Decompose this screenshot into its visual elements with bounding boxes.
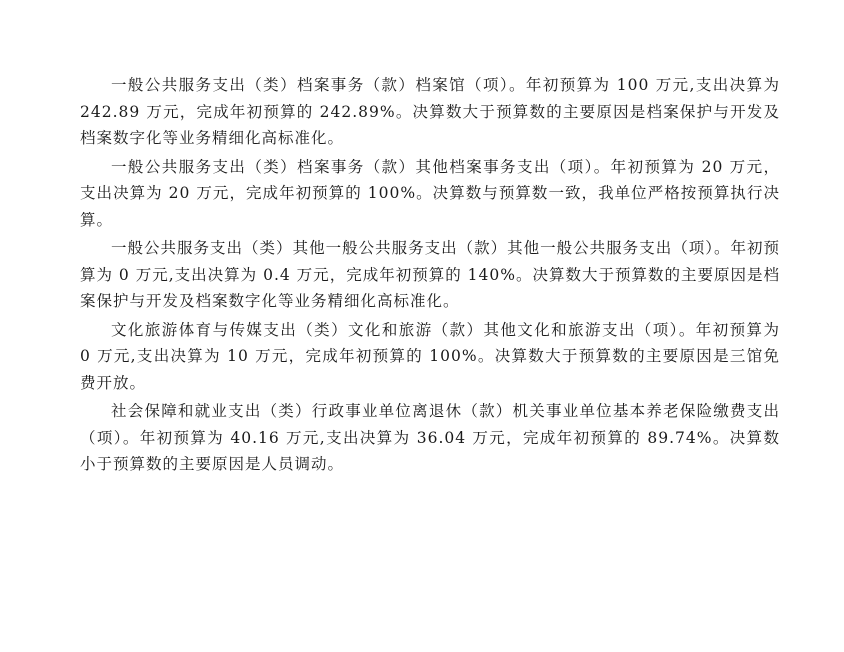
document-page — [80, 72, 780, 480]
paragraph-other-archives-affairs: 一般公共服务支出（类）档案事务（款）其他档案事务支出（项）。年初预算为 20 万元，支出决算为 20 万元，完成年初预算的 100%。决算数与预算数一致，我单位严格按预算执行决算。 — [80, 157, 780, 229]
paragraph-social-security: 社会保障和就业支出（类）行政事业单位离退休（款）机关事业单位基本养老保险缴费支出（项）。年初预算为 40.16 万元,支出决算为 36.04 万元，完成年初预算的 89.74%。决算数小于预算数的主要原因是人员调动。 — [80, 402, 780, 473]
paragraph-culture-tourism: 文化旅游体育与传媒支出（类）文化和旅游（款）其他文化和旅游支出（项）。年初预算为 0 万元,支出决算为 10 万元，完成年初预算的 100%。决算数大于预算数的主要原因是三馆免费开放。 — [80, 320, 780, 392]
paragraph-other-public-services: 一般公共服务支出（类）其他一般公共服务支出（款）其他一般公共服务支出（项）。年初预算为 0 万元,支出决算为 0.4 万元，完成年初预算的 140%。决算数大于预算数的主要原因是档案保护与开发及档案数字化等业务精细化高标准化。 — [80, 239, 780, 310]
paragraph-archives-museum: 一般公共服务支出（类）档案事务（款）档案馆（项）。年初预算为 100 万元,支出决算为 242.89 万元，完成年初预算的 242.89%。决算数大于预算数的主要原因是档案保护与开发及档案数字化等业务精细化高标准化。 — [80, 76, 780, 147]
